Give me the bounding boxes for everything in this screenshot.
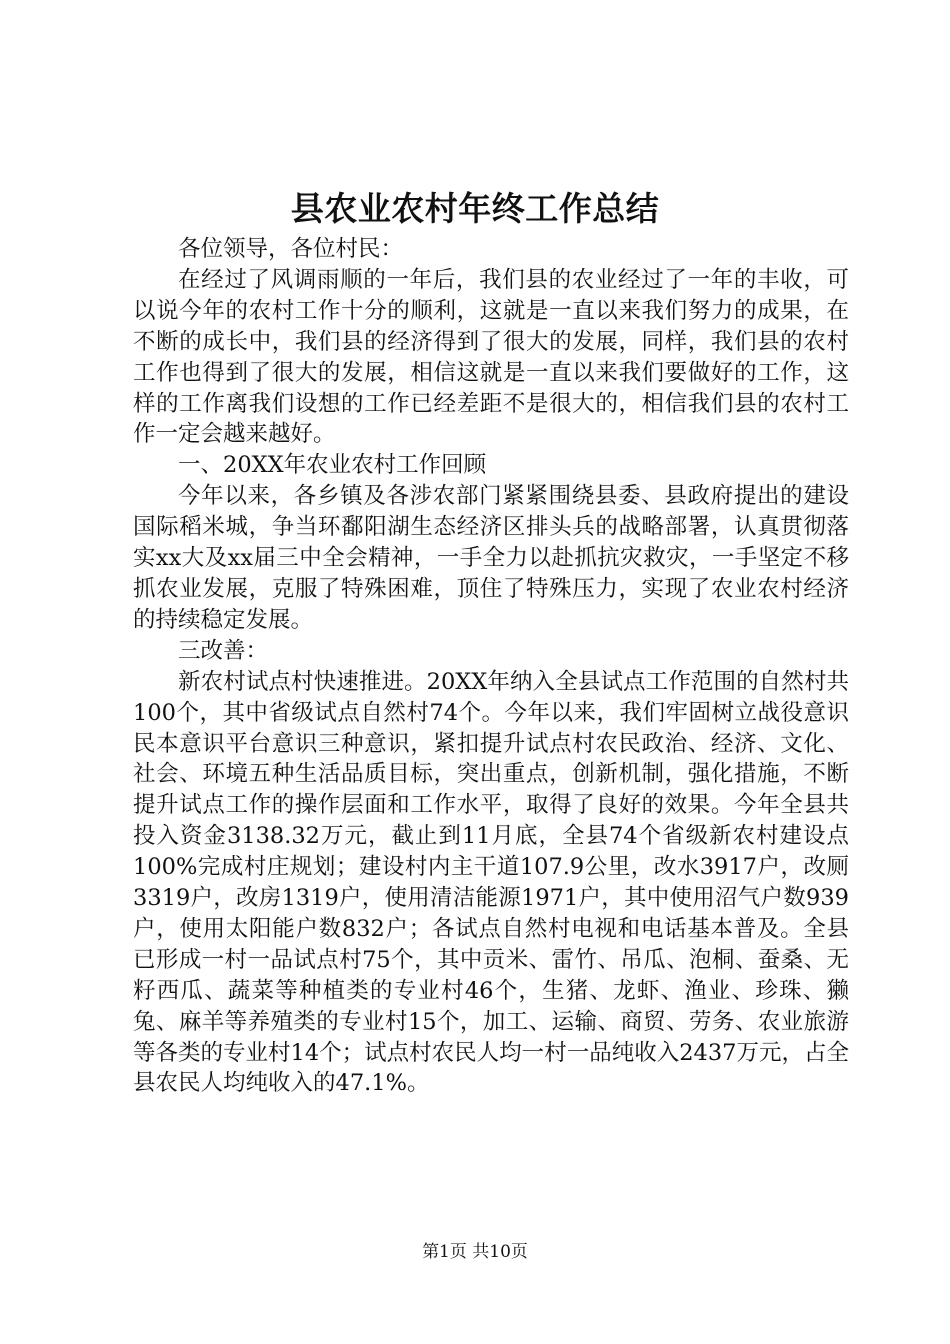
section-heading: 一、20XX年农业农村工作回顾 — [178, 452, 487, 479]
review-paragraph: 今年以来，各乡镇及各涉农部门紧紧围绕县委、县政府提出的建设国际稻米城，争当环鄱阳湖生态经济区排头兵的战略部署，认真贯彻落实xx大及xx届三中全会精神，一手全力以赴抓抗灾救灾，一手坚定不移抓农业发展，克服了特殊困难，顶住了特殊压力，实现了农业农村经济的持续稳定发展。 — [133, 483, 849, 633]
intro-paragraph: 在经过了风调雨顺的一年后，我们县的农业经过了一年的丰收，可以说今年的农村工作十分的顺利，这就是一直以来我们努力的成果，在不断的成长中，我们县的经济得到了很大的发展，同样，我们县的农村工作也得到了很大的发展，相信这就是一直以来我们要做好的工作，这样的工作离我们设想的工作已经差距不是很大的，相信我们县的农村工作一定会越来越好。 — [133, 266, 849, 448]
page-number-footer: 第1页 共10页 — [422, 1242, 528, 1262]
subsection-heading: 三改善： — [178, 637, 269, 664]
salutation-paragraph: 各位领导，各位村民： — [178, 236, 404, 262]
pilot-village-paragraph: 新农村试点村快速推进。20XX年纳入全县试点工作范围的自然村共100个，其中省级试点自然村74个。今年以来，我们牢固树立战役意识民本意识平台意识三种意识，紧扣提升试点村农民政治、经济、文化、社会、环境五种生活品质目标，突出重点，创新机制，强化措施，不断提升试点工作的操作层面和工作水平，取得了良好的效果。今年全县共投入资金3138.32万元，截止到11月底，全县74个省级新农村建设点100%完成村庄规划；建设村内主干道107.9公里，改水3917户，改厕3319户，改房1319户，使用清洁能源1971户，其中使用沼气户数939户，使用太阳能户数832户；各试点自然村电视和电话基本普及。全县已形成一村一品试点村75个，其中贡米、雷竹、吊瓜、泡桐、蚕桑、无籽西瓜、蔬菜等种植类的专业村46个，生猪、龙虾、渔业、珍珠、獭兔、麻羊等养殖类的专业村15个，加工、运输、商贸、劳务、农业旅游等各类的专业村14个；试点村农民人均一村一品纯收入2437万元，占全县农民人均纯收入的47.1%。 — [133, 668, 849, 1097]
document-title: 县农业农村年终工作总结 — [290, 189, 660, 228]
document-body — [133, 234, 849, 1099]
